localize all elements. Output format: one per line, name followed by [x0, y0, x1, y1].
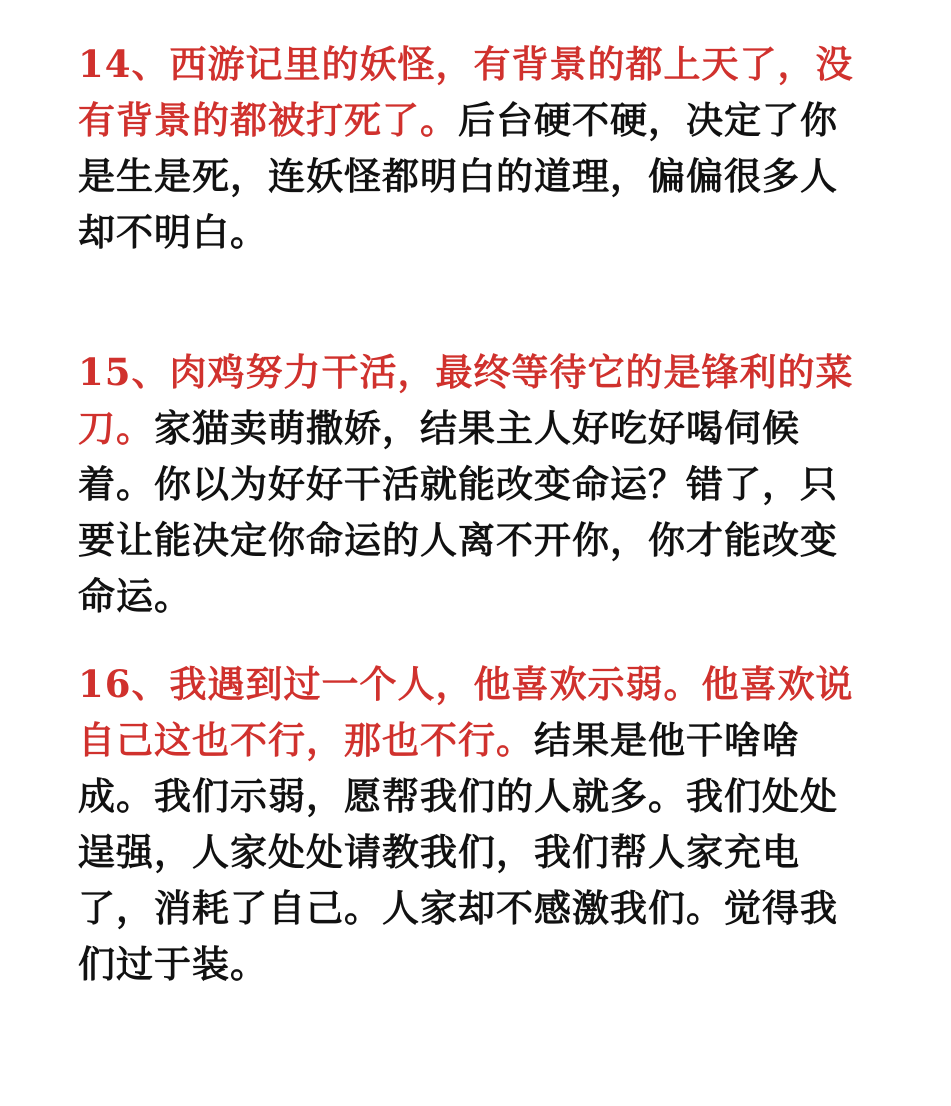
paragraph-14 [78, 36, 868, 260]
paragraph-14-text: 后台硬不硬，决定了你是生是死，连妖怪都明白的道理，偏偏很多人却不明白。 [78, 98, 838, 254]
paragraph-16 [78, 656, 868, 992]
paragraph-16-text: 结果是他干啥啥成。我们示弱，愿帮我们的人就多。我们处处逞强，人家处处请教我们，我们帮人家充电了，消耗了自己。人家却不感激我们。觉得我们过于装。 [78, 718, 838, 986]
paragraph-15-text: 家猫卖萌撒娇，结果主人好吃好喝伺候着。你以为好好干活就能改变命运？错了，只要让能决定你命运的人离不开你，你才能改变命运。 [78, 406, 838, 618]
paragraph-16-highlight: 16、我遇到过一个人，他喜欢示弱。他喜欢说自己这也不行，那也不行。 [78, 662, 854, 762]
paragraph-15 [78, 344, 868, 624]
paragraph-14-highlight: 14、西游记里的妖怪，有背景的都上天了，没有背景的都被打死了。 [78, 42, 854, 142]
paragraph-15-highlight: 15、肉鸡努力干活，最终等待它的是锋利的菜刀。 [78, 350, 854, 450]
